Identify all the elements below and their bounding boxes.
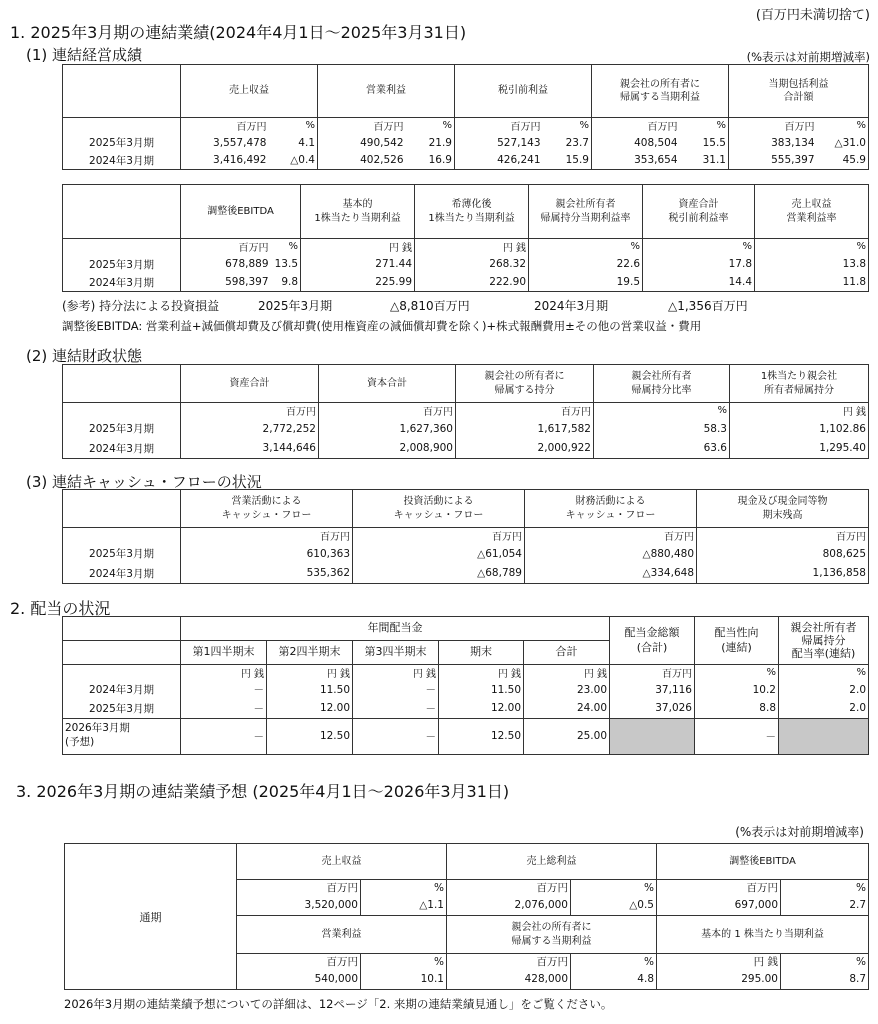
unit-cell: 百万円: [697, 528, 869, 544]
value-cell: 31.1: [680, 152, 729, 170]
table-header: 基本的 1株当たり当期利益: [301, 185, 415, 239]
value-cell: 598,397: [181, 274, 271, 292]
unit-cell: 円 銭: [753, 956, 778, 968]
table-row: [63, 255, 869, 274]
value-cell: 271.44: [301, 255, 415, 274]
section2-title: 2. 配当の状況: [10, 599, 111, 618]
value-cell: [361, 880, 447, 916]
row-label: [63, 718, 181, 754]
value-text: 4.8: [637, 972, 654, 985]
table-header: 基本的 1 株当たり当期利益: [657, 916, 869, 954]
value-cell: 15.5: [680, 134, 729, 152]
value-cell: 610,363: [181, 544, 353, 564]
row-label: 2024年3月期: [63, 564, 181, 584]
unit-cell: %: [817, 118, 869, 134]
value-cell: 58.3: [594, 419, 730, 439]
value-cell: 24.00: [524, 699, 610, 718]
table-row: [63, 152, 869, 170]
table-header: 配当性向 (連結): [695, 617, 779, 665]
table-row: [63, 699, 869, 718]
table-header: 営業利益: [237, 916, 447, 954]
forecast-label: 2026年3月期: [65, 722, 130, 735]
section1-title: 1. 2025年3月期の連結業績(2024年4月1日～2025年3月31日): [10, 23, 467, 42]
table-row: [63, 274, 869, 292]
unit-cell: %: [434, 882, 444, 894]
table-header: 第2四半期末: [267, 641, 353, 665]
unit-cell: 円 銭: [353, 665, 439, 681]
value-cell: 268.32: [415, 255, 529, 274]
row-label: 2025年3月期: [63, 255, 181, 274]
value-cell: 12.00: [439, 699, 524, 718]
value-cell: 3,557,478: [181, 134, 269, 152]
unit-cell: %: [643, 239, 755, 255]
unit-cell: 百万円: [353, 528, 525, 544]
cash-flow-table: [62, 489, 869, 584]
value-text: △1.1: [419, 898, 444, 911]
value-cell: △0.4: [269, 152, 318, 170]
unit-note: (百万円未満切捨て): [755, 8, 870, 23]
value-text: 2.7: [849, 898, 867, 911]
row-label-header: [63, 490, 181, 528]
unit-cell: 百万円: [746, 882, 778, 894]
value-cell: 222.90: [415, 274, 529, 292]
table-header: 当期包括利益 合計額: [729, 65, 869, 118]
value-text: 8.7: [849, 972, 867, 985]
value-cell: 1,136,858: [697, 564, 869, 584]
unit-cell: 百万円: [318, 118, 406, 134]
row-label: 2025年3月期: [63, 134, 181, 152]
unit-cell: %: [856, 882, 867, 894]
ref-note-year2: 2024年3月期: [534, 299, 609, 313]
value-cell: －: [181, 718, 267, 754]
value-cell: 12.50: [267, 718, 353, 754]
unit-cell: 百万円: [326, 956, 358, 968]
value-cell: 2,008,900: [319, 439, 456, 459]
unit-cell: 百万円: [456, 403, 594, 419]
s1-1-title: (1) 連結経営成績: [26, 46, 143, 64]
row-label: 2024年3月期: [63, 152, 181, 170]
value-text: 3,520,000: [304, 898, 358, 911]
value-text: 697,000: [734, 898, 778, 911]
unit-cell: 百万円: [181, 118, 269, 134]
value-cell: 11.50: [439, 680, 524, 699]
table-header: 現金及び現金同等物 期末残高: [697, 490, 869, 528]
value-cell: 402,526: [318, 152, 406, 170]
value-cell: 490,542: [318, 134, 406, 152]
table-header: 合計: [524, 641, 610, 665]
row-label-header: [63, 641, 181, 665]
table-header: 希薄化後 1株当たり当期利益: [415, 185, 529, 239]
value-cell: [361, 954, 447, 990]
unit-cell: 百万円: [455, 118, 543, 134]
forecast-sublabel: (予想): [65, 736, 95, 748]
value-cell: 408,504: [592, 134, 680, 152]
value-cell: 4.1: [269, 134, 318, 152]
row-label: [63, 118, 181, 134]
unit-cell: 百万円: [525, 528, 697, 544]
table-header: 売上総利益: [447, 844, 657, 880]
table-header: 売上収益 営業利益率: [755, 185, 869, 239]
row-label: 2024年3月期: [63, 680, 181, 699]
row-label: 2025年3月期: [63, 699, 181, 718]
value-cell: －: [353, 680, 439, 699]
unit-cell: 百万円: [536, 956, 568, 968]
row-label: [63, 528, 181, 544]
value-cell: 225.99: [301, 274, 415, 292]
table-header: 調整後EBITDA: [657, 844, 869, 880]
value-text: 2,076,000: [514, 898, 568, 911]
unit-cell: 百万円: [536, 882, 568, 894]
value-cell: [447, 954, 571, 990]
value-cell: 2.0: [779, 699, 869, 718]
value-cell: 426,241: [455, 152, 543, 170]
ref-note-year1: 2025年3月期: [258, 299, 333, 313]
table-header: 営業利益: [318, 65, 455, 118]
value-cell: 1,627,360: [319, 419, 456, 439]
value-cell: 3,416,492: [181, 152, 269, 170]
row-label: [63, 665, 181, 681]
value-cell: 23.7: [543, 134, 592, 152]
unit-cell: %: [644, 956, 654, 968]
value-cell: －: [353, 718, 439, 754]
table-header: 親会社の所有者に 帰属する当期利益: [592, 65, 729, 118]
shaded-cell: [779, 718, 869, 754]
value-cell: △334,648: [525, 564, 697, 584]
ebitda-note: 調整後EBITDA: 営業利益+減価償却費及び償却費(使用権資産の減価償却費を除く)+株式報酬費用±その他の営業収益・費用: [62, 319, 702, 333]
ref-note-value2: △1,356百万円: [668, 299, 748, 313]
s1-2-title: (2) 連結財政状態: [26, 347, 143, 365]
value-cell: [781, 880, 869, 916]
unit-cell: %: [779, 665, 869, 681]
value-cell: 22.6: [529, 255, 643, 274]
value-cell: 2,000,922: [456, 439, 594, 459]
table-header: 営業活動による キャッシュ・フロー: [181, 490, 353, 528]
table-header: 親会社の所有者に 帰属する持分: [456, 365, 594, 403]
unit-cell: 円 銭: [267, 665, 353, 681]
value-cell: 2.0: [779, 680, 869, 699]
table-header: 税引前利益: [455, 65, 592, 118]
row-label: [63, 403, 181, 419]
value-text: 540,000: [314, 972, 358, 985]
value-cell: 10.2: [695, 680, 779, 699]
value-cell: △31.0: [817, 134, 869, 152]
value-cell: 12.00: [267, 699, 353, 718]
value-cell: [237, 954, 361, 990]
dividend-table: [62, 616, 869, 755]
unit-cell: 百万円: [181, 239, 271, 255]
unit-cell: 百万円: [319, 403, 456, 419]
value-text: 428,000: [524, 972, 568, 985]
table-row: [63, 419, 869, 439]
row-label: 通期: [65, 844, 237, 990]
value-cell: －: [181, 680, 267, 699]
value-cell: 1,295.40: [730, 439, 869, 459]
operating-results-table: [62, 64, 869, 170]
unit-cell: 円 銭: [301, 239, 415, 255]
value-cell: 63.6: [594, 439, 730, 459]
value-cell: 535,362: [181, 564, 353, 584]
table-header: 調整後EBITDA: [181, 185, 301, 239]
unit-cell: %: [271, 239, 301, 255]
value-cell: 555,397: [729, 152, 817, 170]
value-cell: 383,134: [729, 134, 817, 152]
value-cell: 14.4: [643, 274, 755, 292]
table-header: 資本合計: [319, 365, 456, 403]
s1-1-pct-note: (%表示は対前期増減率): [746, 50, 870, 64]
unit-cell: 円 銭: [415, 239, 529, 255]
value-cell: 3,144,646: [181, 439, 319, 459]
unit-cell: 円 銭: [181, 665, 267, 681]
value-cell: 16.9: [406, 152, 455, 170]
table-header: 売上収益: [237, 844, 447, 880]
value-cell: 19.5: [529, 274, 643, 292]
value-cell: 2,772,252: [181, 419, 319, 439]
value-cell: －: [181, 699, 267, 718]
unit-cell: %: [269, 118, 318, 134]
table-row-forecast: [63, 718, 869, 754]
value-cell: 8.8: [695, 699, 779, 718]
value-cell: △61,054: [353, 544, 525, 564]
table-header: 投資活動による キャッシュ・フロー: [353, 490, 525, 528]
table-header: 期末: [439, 641, 524, 665]
unit-cell: %: [695, 665, 779, 681]
row-label: [63, 239, 181, 255]
section3-title: 3. 2026年3月期の連結業績予想 (2025年4月1日～2026年3月31日): [16, 782, 510, 801]
value-cell: 808,625: [697, 544, 869, 564]
value-cell: 353,654: [592, 152, 680, 170]
unit-cell: %: [680, 118, 729, 134]
table-header: 親会社所有者 帰属持分当期利益率: [529, 185, 643, 239]
unit-cell: %: [529, 239, 643, 255]
value-cell: [571, 880, 657, 916]
s3-pct-note: (%表示は対前期増減率): [735, 825, 864, 839]
value-cell: 37,116: [610, 680, 695, 699]
footer-note: 2026年3月期の連結業績予想についての詳細は、12ページ「2. 来期の連結業績見通し」をご覧ください。: [64, 997, 613, 1011]
value-cell: 21.9: [406, 134, 455, 152]
value-cell: 9.8: [271, 274, 301, 292]
table-header: 配当金総額 (合計): [610, 617, 695, 665]
value-cell: 23.00: [524, 680, 610, 699]
s1-3-title: (3) 連結キャッシュ・フローの状況: [26, 473, 262, 491]
shaded-cell: [610, 718, 695, 754]
group-header: 年間配当金: [181, 617, 610, 641]
unit-cell: 円 銭: [439, 665, 524, 681]
value-cell: 17.8: [643, 255, 755, 274]
value-cell: 11.50: [267, 680, 353, 699]
value-cell: [657, 954, 781, 990]
row-label: 2024年3月期: [63, 439, 181, 459]
value-cell: 11.8: [755, 274, 869, 292]
unit-cell: %: [856, 956, 867, 968]
value-cell: 12.50: [439, 718, 524, 754]
value-cell: [781, 954, 869, 990]
table-header: 資産合計 税引前利益率: [643, 185, 755, 239]
unit-cell: 百万円: [610, 665, 695, 681]
table-header: 親会社の所有者に 帰属する当期利益: [447, 916, 657, 954]
value-cell: [447, 880, 571, 916]
table-header: 売上収益: [181, 65, 318, 118]
value-cell: －: [353, 699, 439, 718]
value-cell: [237, 880, 361, 916]
unit-cell: %: [406, 118, 455, 134]
value-cell: 15.9: [543, 152, 592, 170]
value-cell: 678,889: [181, 255, 271, 274]
value-text: 295.00: [741, 972, 778, 985]
value-cell: 37,026: [610, 699, 695, 718]
ref-note-value1: △8,810百万円: [390, 299, 470, 313]
ebitda-table: [62, 184, 869, 292]
value-cell: －: [695, 718, 779, 754]
value-cell: 527,143: [455, 134, 543, 152]
row-label-header: [63, 365, 181, 403]
table-header: 1株当たり親会社 所有者帰属持分: [730, 365, 869, 403]
value-cell: 45.9: [817, 152, 869, 170]
table-header: 第1四半期末: [181, 641, 267, 665]
table-header: 第3四半期末: [353, 641, 439, 665]
unit-cell: 百万円: [592, 118, 680, 134]
value-cell: 1,617,582: [456, 419, 594, 439]
table-row: [63, 544, 869, 564]
unit-cell: 百万円: [729, 118, 817, 134]
unit-cell: %: [594, 403, 730, 419]
financial-position-table: [62, 364, 869, 459]
unit-cell: 百万円: [181, 528, 353, 544]
table-row: [63, 564, 869, 584]
table-header: 親会社所有者 帰属持分比率: [594, 365, 730, 403]
row-label-header: [63, 185, 181, 239]
value-cell: △880,480: [525, 544, 697, 564]
unit-cell: %: [434, 956, 444, 968]
table-row: [63, 680, 869, 699]
row-label: 2024年3月期: [63, 274, 181, 292]
unit-cell: 円 銭: [730, 403, 869, 419]
row-label-header: [63, 617, 181, 641]
value-cell: 13.5: [271, 255, 301, 274]
value-cell: [571, 954, 657, 990]
value-cell: 1,102.86: [730, 419, 869, 439]
row-label: 2025年3月期: [63, 544, 181, 564]
ref-note-label: (参考) 持分法による投資損益: [62, 299, 220, 313]
unit-cell: 百万円: [181, 403, 319, 419]
unit-cell: %: [543, 118, 592, 134]
row-label-header: [63, 65, 181, 118]
unit-cell: %: [644, 882, 654, 894]
value-text: △0.5: [629, 898, 654, 911]
unit-cell: 円 銭: [524, 665, 610, 681]
value-cell: 13.8: [755, 255, 869, 274]
value-cell: △68,789: [353, 564, 525, 584]
table-header: 親会社所有者 帰属持分 配当率(連結): [779, 617, 869, 665]
unit-cell: %: [755, 239, 869, 255]
table-header: 財務活動による キャッシュ・フロー: [525, 490, 697, 528]
value-text: 10.1: [420, 972, 444, 985]
table-row: [63, 134, 869, 152]
row-label: 2025年3月期: [63, 419, 181, 439]
value-cell: [657, 880, 781, 916]
unit-cell: 百万円: [326, 882, 358, 894]
table-row: [63, 439, 869, 459]
value-cell: 25.00: [524, 718, 610, 754]
table-header: 資産合計: [181, 365, 319, 403]
forecast-table: [64, 843, 869, 990]
